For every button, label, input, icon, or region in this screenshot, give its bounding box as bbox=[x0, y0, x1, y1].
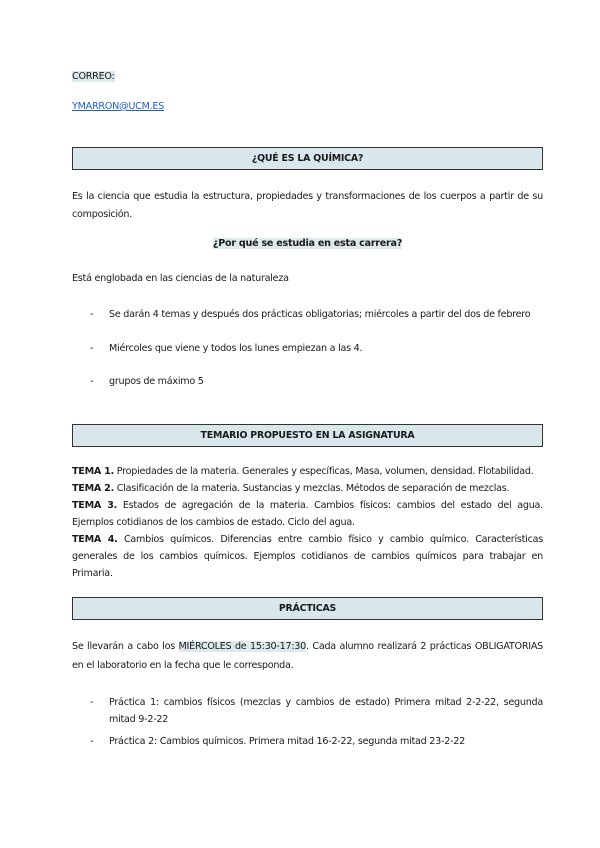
practicas-intro bbox=[72, 637, 543, 675]
tema-label: TEMA 2. bbox=[72, 483, 114, 494]
list-item-text: Práctica 1: cambios físicos (mezclas y cambios de estado) Primera mitad 2-2-22, segunda mitad 9-2-22 bbox=[109, 697, 543, 725]
list-item-text: Miércoles que viene y todos los lunes empiezan a las 4. bbox=[109, 343, 363, 354]
subheading-por-que bbox=[72, 238, 543, 249]
tema-text: Estados de agregación de la materia. Cambios físicos: cambios del estado del agua. Ejemplos cotidianos de los cambios de estado. Ciclo del agua. bbox=[72, 500, 543, 528]
list-item bbox=[90, 733, 543, 750]
contact-label: CORREO: bbox=[72, 71, 115, 82]
list-item bbox=[90, 306, 543, 323]
tema-text: Propiedades de la materia. Generales y específicas, Masa, volumen, densidad. Flotabilidad. bbox=[113, 466, 534, 477]
tema-text: Clasificación de la materia. Sustancias y mezclas. Métodos de separación de mezclas. bbox=[113, 483, 510, 494]
heading-temario: TEMARIO PROPUESTO EN LA ASIGNATURA bbox=[72, 424, 543, 447]
bullet-dash: - bbox=[90, 697, 94, 708]
tema-4 bbox=[72, 531, 543, 582]
tema-label: TEMA 3. bbox=[72, 500, 118, 511]
practicas-intro-after: . Cada alumno realizará 2 prácticas OBLIGATORIAS en el laboratorio en la fecha que le corresponda. bbox=[72, 641, 543, 671]
temario-list bbox=[72, 463, 543, 582]
tema-3 bbox=[72, 497, 543, 531]
list-item bbox=[90, 340, 543, 357]
list-item-text: grupos de máximo 5 bbox=[109, 376, 204, 387]
tema-text: Cambios químicos. Diferencias entre cambio físico y cambio químico. Características generales de los cambios químicos. Ejemplos cotidianos de cambios químicos para trabajar en Primaria. bbox=[72, 534, 543, 579]
tema-2 bbox=[72, 480, 543, 497]
practicas-intro-before: Se llevarán a cabo los bbox=[72, 641, 179, 652]
practicas-schedule-highlight: MIÉRCOLES de 15:30-17:30 bbox=[178, 641, 307, 652]
list-item bbox=[90, 373, 543, 390]
quimica-definition: Es la ciencia que estudia la estructura, propiedades y transformaciones de los cuerpos a partir de su composición. bbox=[72, 191, 543, 220]
bullet-dash: - bbox=[90, 376, 94, 387]
email-link[interactable]: YMARRON@UCM.ES bbox=[72, 101, 165, 112]
list-item-text: Práctica 2: Cambios químicos. Primera mitad 16-2-22, segunda mitad 23-2-22 bbox=[109, 736, 465, 747]
quimica-intro: Está englobada en las ciencias de la naturaleza bbox=[72, 273, 289, 284]
subheading-text: ¿Por qué se estudia en esta carrera? bbox=[212, 238, 403, 249]
list-item-text: Se darán 4 temas y después dos prácticas obligatorias; miércoles a partir del dos de febrero bbox=[109, 309, 531, 320]
tema-label: TEMA 4. bbox=[72, 534, 118, 545]
tema-label: TEMA 1. bbox=[72, 466, 114, 477]
bullet-dash: - bbox=[90, 736, 94, 747]
tema-1 bbox=[72, 463, 543, 480]
bullet-dash: - bbox=[90, 309, 94, 320]
bullet-dash: - bbox=[90, 343, 94, 354]
list-item bbox=[90, 694, 543, 728]
heading-practicas: PRÁCTICAS bbox=[72, 597, 543, 620]
heading-que-es-la-quimica: ¿QUÉ ES LA QUÍMICA? bbox=[72, 147, 543, 170]
